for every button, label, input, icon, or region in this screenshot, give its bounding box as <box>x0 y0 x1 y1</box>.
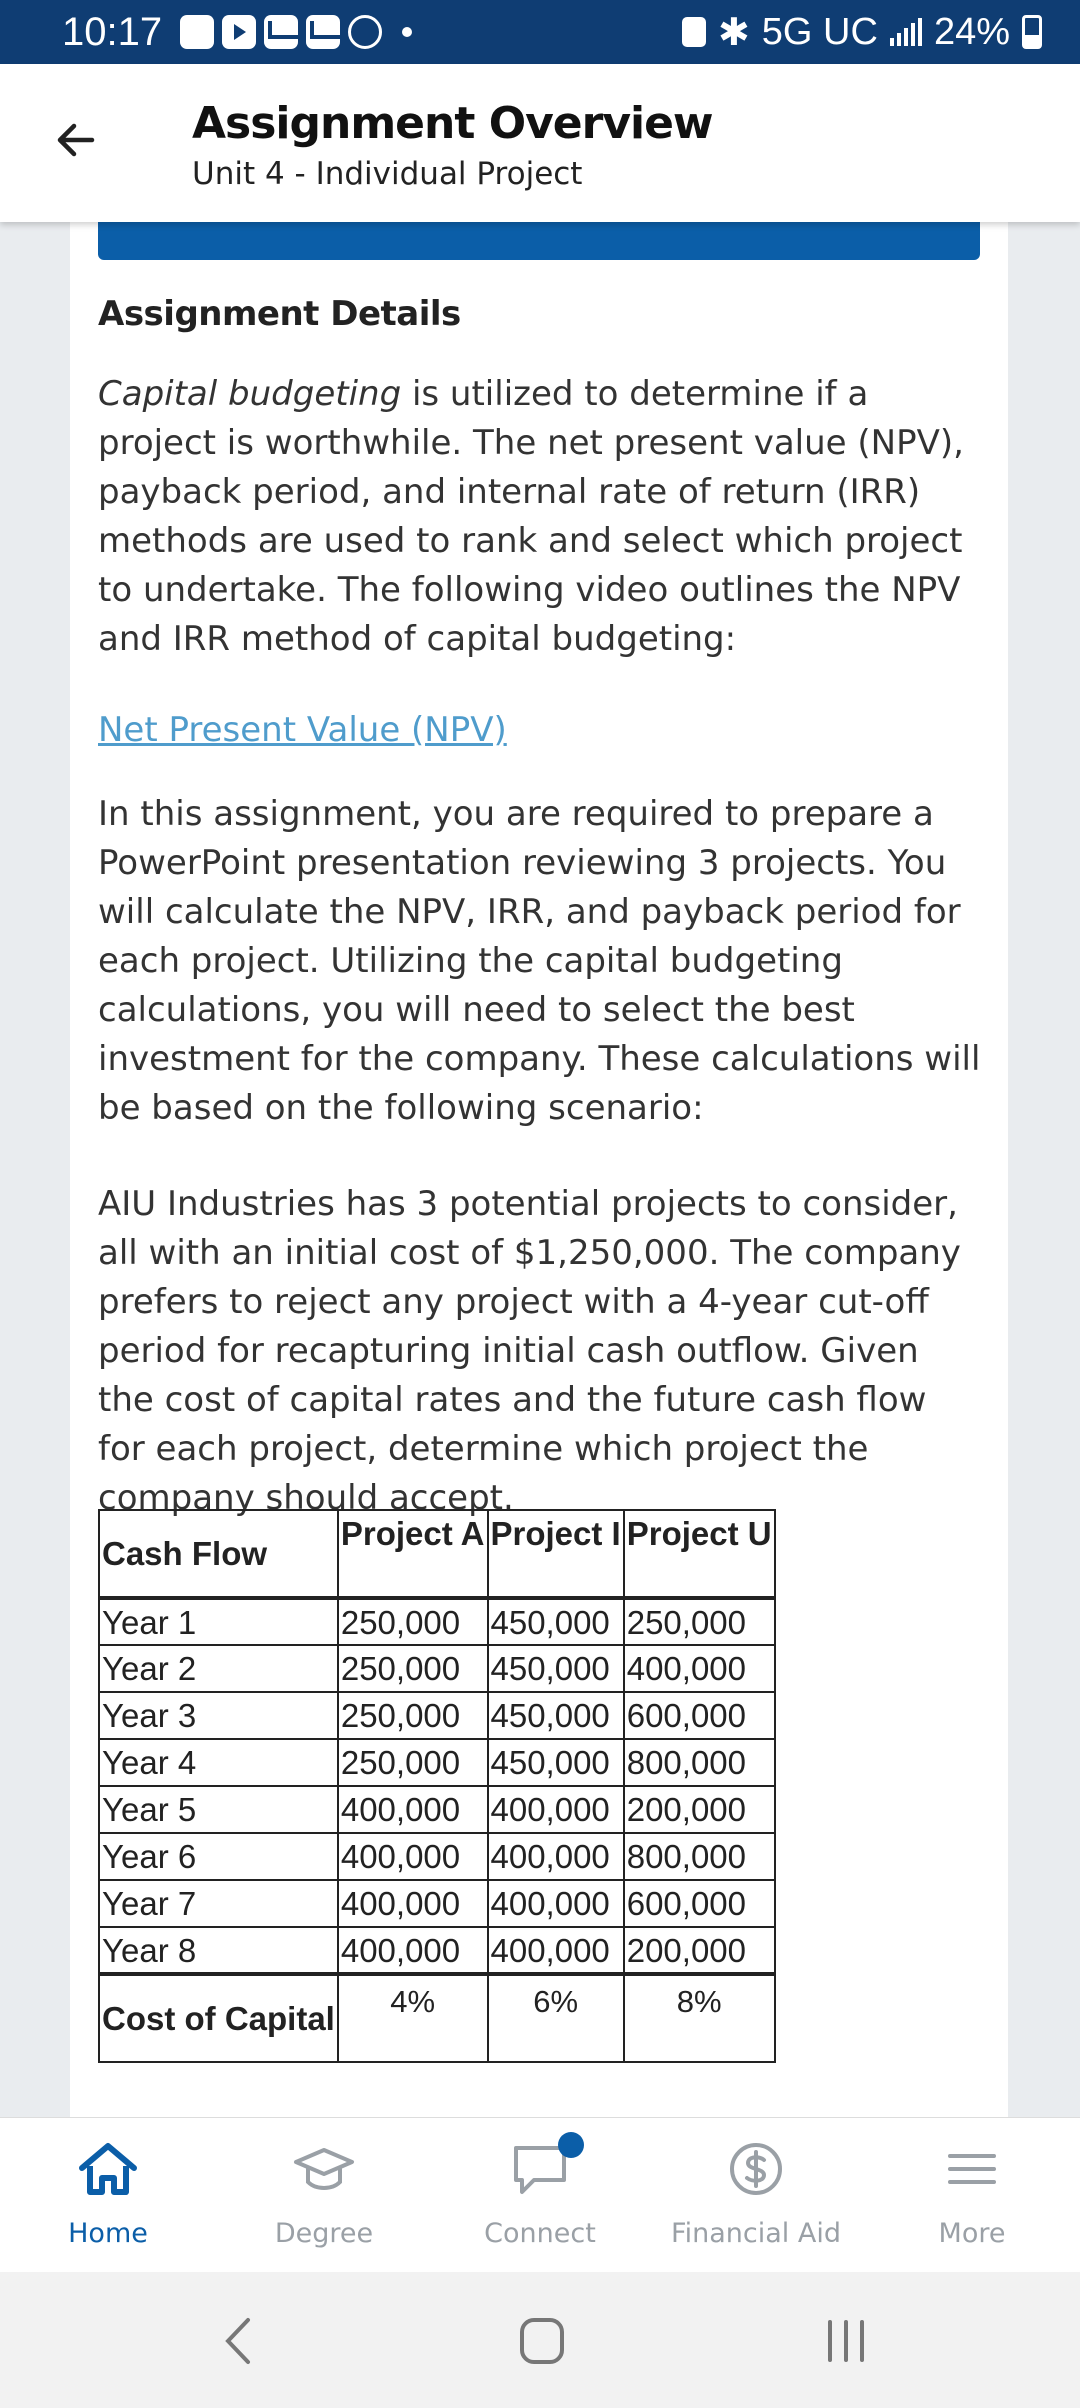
scenario-paragraph: AIU Industries has 3 potential projects to consider, all with an initial cost of $1,250,000. The company prefers to reject any project with a 4-year cut-off period for recapturing initial cash outflow. Given the cost of capital rates and the future cash flow for each project, determine which project the company should accept. <box>98 1184 961 1518</box>
battery-icon <box>1022 15 1042 49</box>
system-recents-button[interactable] <box>806 2306 886 2376</box>
table-cell: Year 4 <box>99 1739 338 1786</box>
mail-icon <box>306 15 340 49</box>
back-button[interactable] <box>52 116 124 176</box>
bottom-nav <box>0 2117 1080 2272</box>
table-cell: Year 7 <box>99 1880 338 1927</box>
table-cell: 400,000 <box>488 1833 624 1880</box>
table-row <box>99 1786 775 1833</box>
table-cell: Year 3 <box>99 1692 338 1739</box>
table-cell: 450,000 <box>488 1598 624 1645</box>
table-row <box>99 1880 775 1927</box>
header-project-i: Project I <box>488 1510 624 1598</box>
cost-of-capital-u: 8% <box>624 1974 775 2062</box>
table-cell: Year 2 <box>99 1645 338 1692</box>
nav-degree[interactable] <box>216 2118 432 2272</box>
nav-connect[interactable] <box>432 2118 648 2272</box>
home-icon <box>76 2140 140 2198</box>
nav-home[interactable] <box>0 2118 216 2272</box>
table-cell: 600,000 <box>624 1880 775 1927</box>
section-title: Assignment Details <box>98 294 461 334</box>
table-cell: 800,000 <box>624 1739 775 1786</box>
table-cell: 200,000 <box>624 1786 775 1833</box>
header-project-u: Project U <box>624 1510 775 1598</box>
mail-icon <box>264 15 298 49</box>
page-title: Assignment Overview <box>192 98 713 149</box>
header-project-a: Project A <box>338 1510 488 1598</box>
cost-of-capital-a: 4% <box>338 1974 488 2062</box>
system-back-button[interactable] <box>200 2306 280 2376</box>
intro-paragraph <box>98 370 983 664</box>
network-type: 5G UC <box>761 10 878 53</box>
table-row <box>99 1739 775 1786</box>
table-row <box>99 1833 775 1880</box>
more-notifications-dot-icon <box>402 27 412 37</box>
npv-video-link[interactable]: Net Present Value (NPV) <box>98 710 507 750</box>
intro-italic: Capital budgeting <box>98 374 402 414</box>
assignment-paragraph: In this assignment, you are required to prepare a PowerPoint presentation reviewing 3 projects. You will calculate the NPV, IRR, and payback period for each project. Utilizing the capital budgeting calculations, you will need to select the best investment for the company. These calculations will be based on the following scenario: <box>98 794 981 1128</box>
table-cell: 450,000 <box>488 1692 624 1739</box>
content-scroll-area[interactable] <box>0 222 1080 2117</box>
table-cell: 400,000 <box>338 1833 488 1880</box>
table-cell: 450,000 <box>488 1645 624 1692</box>
table-row <box>99 1598 775 1645</box>
nav-label: Connect <box>484 2218 596 2249</box>
cash-flow-table <box>98 1509 776 2063</box>
table-row <box>99 1645 775 1692</box>
table-header-row <box>99 1510 775 1598</box>
table-cell: 200,000 <box>624 1927 775 1974</box>
table-cell: 250,000 <box>338 1598 488 1645</box>
table-cell: 400,000 <box>338 1786 488 1833</box>
nav-label: More <box>938 2218 1006 2249</box>
home-square-icon <box>502 2306 582 2376</box>
cost-of-capital-i: 6% <box>488 1974 624 2062</box>
notification-icons <box>180 15 412 49</box>
table-cell: 250,000 <box>338 1692 488 1739</box>
menu-icon <box>940 2140 1004 2198</box>
nav-label: Home <box>68 2218 148 2249</box>
status-bar <box>0 0 1080 64</box>
table-cell: 400,000 <box>488 1927 624 1974</box>
signal-icon <box>890 18 922 46</box>
table-cell: Year 1 <box>99 1598 338 1645</box>
dollar-icon <box>724 2140 788 2198</box>
nav-label: Financial Aid <box>671 2218 841 2249</box>
graduation-cap-icon <box>292 2140 356 2198</box>
bluetooth-icon: ✱ <box>717 11 750 54</box>
app-header <box>0 64 1080 222</box>
youtube-icon <box>222 15 256 49</box>
notification-app-icon <box>180 15 214 49</box>
card-top-bar <box>98 222 980 260</box>
table-cell: 250,000 <box>338 1645 488 1692</box>
table-cell: 400,000 <box>338 1880 488 1927</box>
table-cell: 400,000 <box>488 1786 624 1833</box>
cost-of-capital-row <box>99 1974 775 2062</box>
intro-text: is utilized to determine if a project is worthwhile. The net present value (NPV), payback period, and internal rate of return (IRR) methods are used to rank and select which project to undertake. The following video outlines the NPV and IRR method of capital budgeting: <box>98 374 964 659</box>
nav-label: Degree <box>274 2218 374 2249</box>
table-cell: 400,000 <box>624 1645 775 1692</box>
page-subtitle: Unit 4 - Individual Project <box>192 156 583 192</box>
assignment-card <box>70 222 1008 2117</box>
status-right <box>682 10 1042 55</box>
table-cell: 400,000 <box>338 1927 488 1974</box>
table-cell: 800,000 <box>624 1833 775 1880</box>
system-nav-bar <box>0 2272 1080 2408</box>
table-cell: 600,000 <box>624 1692 775 1739</box>
recents-icon <box>806 2306 886 2376</box>
table-row <box>99 1927 775 1974</box>
table-row <box>99 1692 775 1739</box>
table-cell: 400,000 <box>488 1880 624 1927</box>
nav-more[interactable] <box>864 2118 1080 2272</box>
table-cell: 250,000 <box>338 1739 488 1786</box>
chevron-left-icon <box>200 2306 280 2376</box>
table-cell: Year 8 <box>99 1927 338 1974</box>
header-cash-flow: Cash Flow <box>99 1510 338 1598</box>
app-notification-icon <box>348 15 382 49</box>
notification-badge <box>558 2132 584 2158</box>
nav-financial-aid[interactable] <box>648 2118 864 2272</box>
status-time: 10:17 <box>62 9 163 54</box>
battery-percent: 24% <box>933 10 1010 53</box>
table-cell: Year 6 <box>99 1833 338 1880</box>
cost-of-capital-label: Cost of Capital <box>99 1974 338 2062</box>
system-home-button[interactable] <box>502 2306 582 2376</box>
lock-icon <box>682 17 706 47</box>
table-cell: Year 5 <box>99 1786 338 1833</box>
back-arrow-icon <box>52 116 100 164</box>
table-cell: 250,000 <box>624 1598 775 1645</box>
table-cell: 450,000 <box>488 1739 624 1786</box>
